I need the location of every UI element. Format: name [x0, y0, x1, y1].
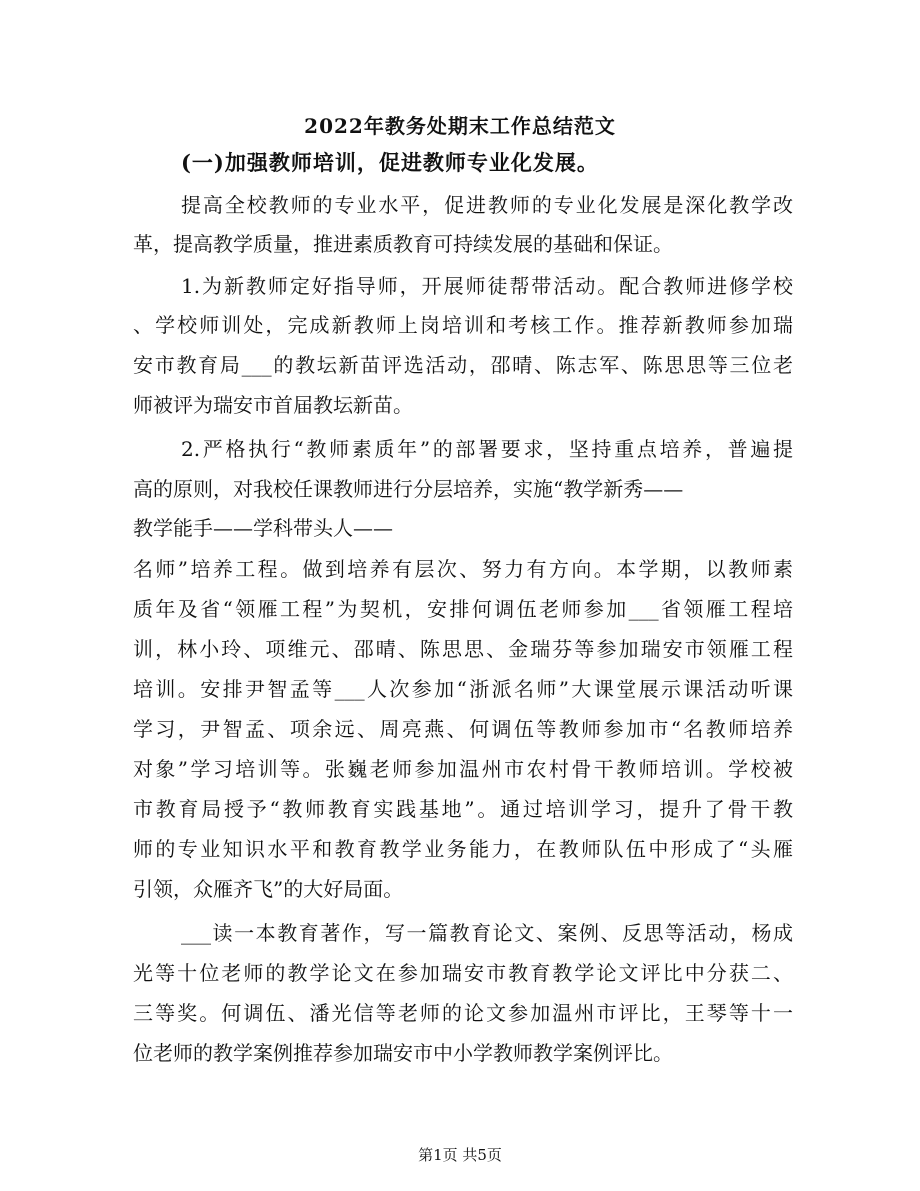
paragraph-line: 提高全校教师的专业水平，促进教师的专业化发展是深化教学改	[181, 193, 793, 217]
paragraph-line: 市教育局授予“教师教育实践基地”。通过培训学习，提升了骨干教	[133, 797, 793, 821]
paragraph-line: 高的原则，对我校任课教师进行分层培养，实施“教学新秀——	[133, 477, 684, 501]
paragraph-line: 质年及省“领雁工程”为契机，安排何调伍老师参加___省领雁工程培	[133, 597, 793, 621]
paragraph-line: 对象”学习培训等。张巍老师参加温州市农村骨干教师培训。学校被	[133, 757, 793, 781]
paragraph-line: 、学校师训处，完成新教师上岗培训和考核工作。推荐新教师参加瑞	[133, 313, 793, 337]
paragraph-line: 学习，尹智孟、项余远、周亮燕、何调伍等教师参加市“名教师培养	[133, 717, 793, 741]
document-title: 2022年教务处期末工作总结范文	[304, 114, 616, 138]
paragraph-line: ___读一本教育著作，写一篇教育论文、案例、反思等活动，杨成	[181, 921, 793, 945]
paragraph-line: 革，提高教学质量，推进素质教育可持续发展的基础和保证。	[133, 232, 673, 256]
paragraph-line: 2.严格执行“教师素质年”的部署要求，坚持重点培养，普遍提	[181, 437, 793, 461]
paragraph-line: 1.为新教师定好指导师，开展师徒帮带活动。配合教师进修学校	[181, 274, 793, 298]
paragraph-line: 三等奖。何调伍、潘光信等老师的论文参加温州市评比，王琴等十一	[133, 1001, 793, 1025]
paragraph-line: 引领，众雁齐飞”的大好局面。	[133, 877, 404, 901]
paragraph-line: 光等十位老师的教学论文在参加瑞安市教育教学论文评比中分获二、	[133, 961, 793, 985]
page-footer: 第1页 共5页	[418, 1146, 502, 1164]
paragraph-line: 师的专业知识水平和教育教学业务能力，在教师队伍中形成了“头雁	[133, 837, 793, 861]
paragraph-line: 名师”培养工程。做到培养有层次、努力有方向。本学期，以教师素	[133, 557, 793, 581]
paragraph-line: 训，林小玲、项维元、邵晴、陈思思、金瑞芬等参加瑞安市领雁工程	[133, 637, 793, 661]
paragraph-line: 教学能手——学科带头人——	[133, 516, 393, 540]
paragraph-line: 培训。安排尹智孟等___人次参加“浙派名师”大课堂展示课活动听课	[133, 677, 793, 701]
paragraph-line: 安市教育局___的教坛新苗评选活动，邵晴、陈志军、陈思思等三位老	[133, 353, 793, 377]
section-heading: (一)加强教师培训，促进教师专业化发展。	[181, 150, 599, 175]
paragraph-line: 位老师的教学案例推荐参加瑞安市中小学教师教学案例评比。	[133, 1041, 673, 1065]
paragraph-line: 师被评为瑞安市首届教坛新苗。	[133, 393, 413, 417]
